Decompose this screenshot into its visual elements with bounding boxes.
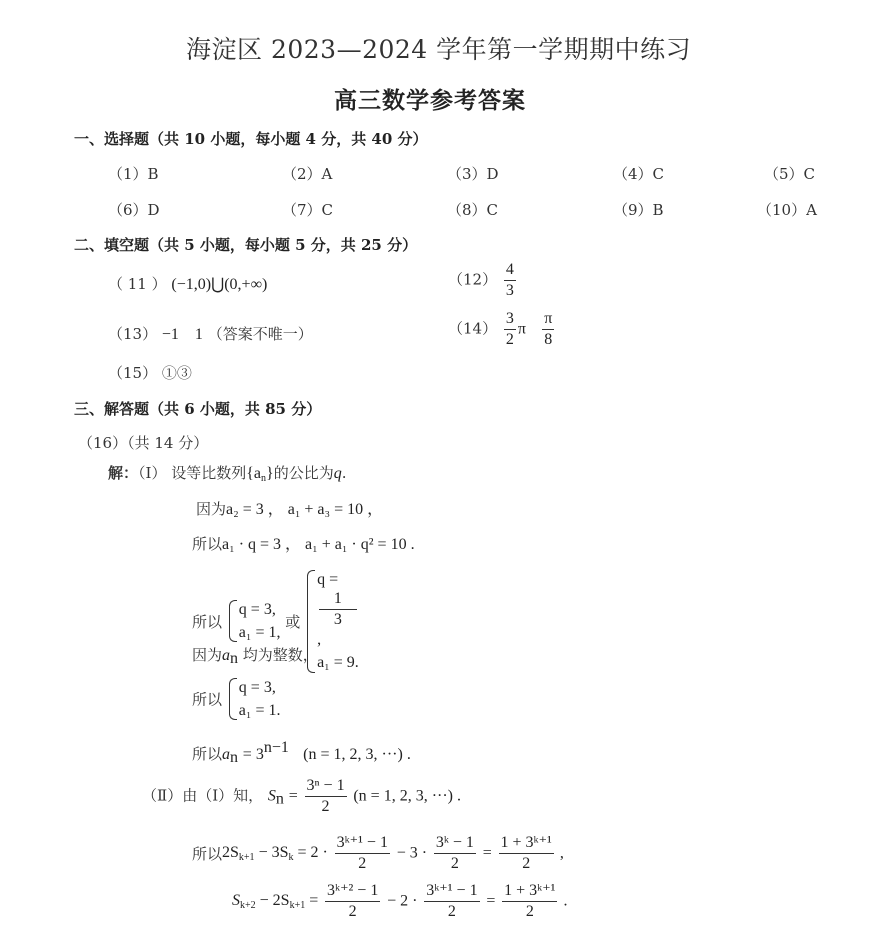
fill-answer-15 <box>108 362 192 383</box>
fraction: $\frac{4}{3}$ <box>505 261 514 299</box>
equation-system: q = 3, a₁ = 1, <box>227 598 281 644</box>
solution-line-because: 因为a₂ = 3 ， a₁ + a₃ = 10 ， <box>196 500 384 518</box>
document-title: 海淀区 2023—2024 学年第一学期期中练习 <box>186 35 692 64</box>
solution-part2-line1: （Ⅱ）由（Ⅰ）知， $S_n$ = $\frac{\text{3ⁿ − 1}}{2}$ (n = 1, 2, 3, ···) . <box>142 777 462 815</box>
fill-answer-12 <box>448 262 518 299</box>
fraction: $\frac{3}{2}$ <box>505 310 514 348</box>
fill-answer-14: （14） $\frac{3}{2}$ π $\frac{\pi}{8}$ <box>448 310 553 348</box>
answer-2: （2）A <box>282 165 333 183</box>
answer-note: （答案不唯一） <box>207 325 313 343</box>
question-number: （14） <box>448 319 498 338</box>
answer-value: −1 1 <box>161 326 203 343</box>
answer-8: （8）C <box>447 201 499 219</box>
question-number: （12） <box>448 270 498 289</box>
solution-system-1: 所以 q = 3, a₁ = 1, 或 q = 1 3 , a₁ = 9. <box>192 568 359 675</box>
solution-line-therefore-1: 所以a₁ · q = 3 ， a₁ + a₁ · q² = 10 . <box>192 535 415 553</box>
solution-general-term: 所以$a_n = 3^{n-1}$ (n = 1, 2, 3, ···) . <box>192 739 411 766</box>
question-number: （ 11 ） <box>108 275 167 293</box>
equation-system: q = 3, a₁ = 1. <box>227 676 281 722</box>
answer-3: （3）D <box>447 165 499 183</box>
section-heading-fill: 二、填空题（共 5 小题，每小题 5 分，共 25 分） <box>74 236 418 254</box>
answer-9: （9）B <box>613 201 664 219</box>
fraction: $\frac{\pi}{8}$ <box>544 310 553 348</box>
section-heading-choice: 一、选择题（共 10 小题，每小题 4 分，共 40 分） <box>74 130 428 148</box>
solution-system-2: 所以 q = 3, a₁ = 1. <box>192 676 281 722</box>
fill-answer-13 <box>108 321 313 344</box>
solution-part1-line1: 解：（Ⅰ） 设等比数列$\{a_n\}$的公比为q. <box>108 464 347 484</box>
document-subtitle: 高三数学参考答案 <box>334 87 526 114</box>
question-16-header: （16）（共 14 分） <box>78 434 209 452</box>
question-number: （13） <box>108 325 158 343</box>
answer-7: （7）C <box>282 201 334 219</box>
answer-value: ①③ <box>161 364 192 382</box>
fill-answer-11 <box>108 273 267 294</box>
answer-6: （6）D <box>108 201 160 219</box>
answer-1: （1）B <box>108 165 159 183</box>
answer-4: （4）C <box>613 165 665 183</box>
section-heading-solution: 三、解答题（共 6 小题，共 85 分） <box>74 400 322 418</box>
answer-value: (−1,0)⋃(0,+∞) <box>171 276 268 293</box>
answer-5: （5）C <box>764 165 816 183</box>
solution-line-integer: 因为$a_n$ 均为整数， <box>192 646 318 667</box>
answer-10: （10）A <box>757 201 817 219</box>
solution-equation-2: $S_{k+2} - 2S_{k+1}$ = $\frac{\text{3ᵏ⁺² − 1}}{2}$ − 2 · $\frac{\text{3ᵏ⁺¹ − 1}}{2}$ = $\frac{\text{1 + 3ᵏ⁺¹}}{2}$ . <box>232 882 568 920</box>
question-number: （15） <box>108 364 158 382</box>
solution-equation-1: 所以$2S_{k+1} - 3S_k = 2$ · $\frac{\text{3ᵏ⁺¹ − 1}}{2}$ − 3 · $\frac{\text{3ᵏ − 1}}{2}$ = $\frac{\text{1 + 3ᵏ⁺¹}}{2}$ , <box>192 834 564 872</box>
equation-system: q = 1 3 , a₁ = 9. <box>305 568 359 675</box>
